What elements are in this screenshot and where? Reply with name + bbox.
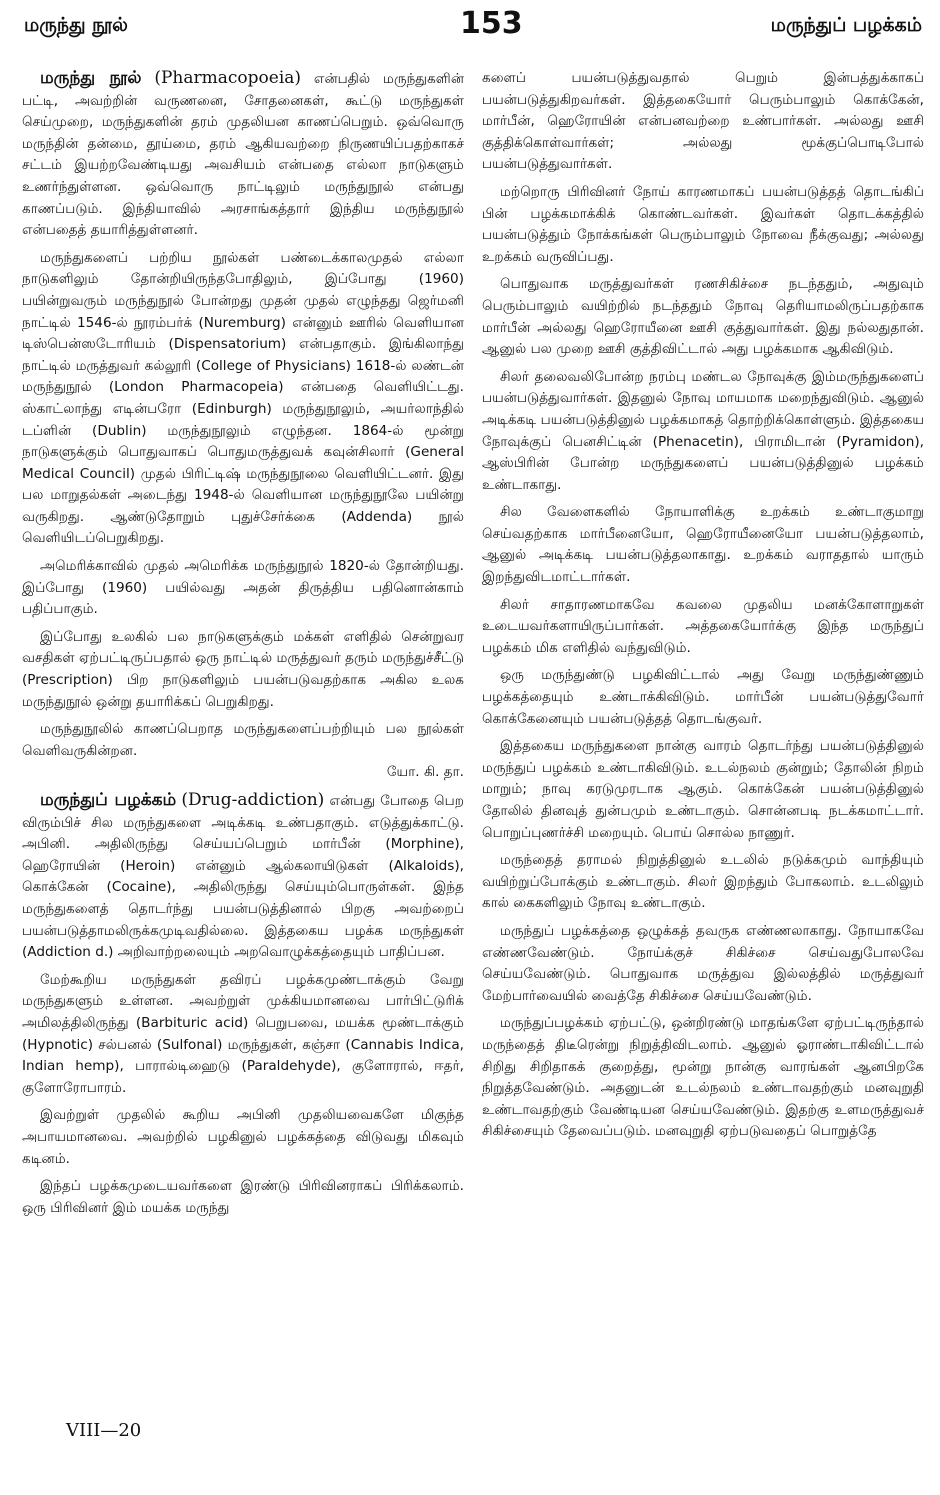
- running-header: [22, 6, 926, 50]
- paragraph: மருந்துகளைப் பற்றிய நூல்கள் பண்டைக்காலமுதல் எல்லா நாடுகளிலும் தோன்றியிருந்தபோதிலும், இப்போது (1960) பயின்றுவரும் மருந்துநூல் போன்றது முதன் முதல் எழுந்தது ஜெர்மனி நாட்டில் 1546-ல் நூரம்பர்க் (Nuremburg) என்னும் ஊரில் வெளியான டிஸ்பென்ஸடோரியம் (Dispensatorium) என்பதாகும். இங்கிலாந்து நாட்டில் மருத்துவர் கல்லூரி (College of Physicians) 1618-ல் லண்டன் மருந்துநூல் (London Pharmacopeia) என்பதை வெளியிட்டது. ஸ்காட்லாந்து எடின்பரோ (Edinburgh) மருந்துநூலும், அயர்லாந்தில் டப்ளின் (Dublin) மருந்துநூலும் எழுந்தன. 1864-ல் மூன்று நாடுகளுக்கும் பொதுவாகப் பொதுமருத்துவக் கவுன்சிலார் (General Medical Council) முதல் பிரிட்டிஷ் மருந்துநூலை வெளியிட்டனர். இது பல மாறுதல்கள் அடைந்து 1948-ல் வெளியான மருந்துநூலே பயின்று வருகிறது. ஆண்டுதோறும் புதுச்சேர்க்கை (Addenda) நூல் வெளியிடப்பெறுகிறது.: [22, 249, 464, 547]
- paragraph-text: என்பதில் மருந்துகளின் பட்டி, அவற்றின் வருணனை, சோதனைகள், கூட்டு மருந்துகள் செய்முறை, மருந்துகளின் தரம் முதலியன காணப்பெறும். ஒவ்வொரு மருந்தின் தன்மை, தூய்மை, தரம் ஆகியவற்றை நிருணயிப்பதற்காகச் சட்டம் இயற்றவேண்டியது அவசியம் என்பதை எல்லா நாடுகளும் உணர்ந்துள்ளன. ஒவ்வொரு நாட்டிலும் மருந்துநூல் என்பது காணப்படும். இந்தியாவில் அரசாங்கத்தார் இந்திய மருந்துநூல் என்பதைத் தயாரித்துள்ளனர்.: [22, 71, 464, 239]
- entry-term: மருந்துப் பழக்கம்: [40, 790, 177, 810]
- paragraph: சிலர் தலைவலிபோன்ற நரம்பு மண்டல நோவுக்கு இம்மருந்துகளைப் பயன்படுத்துவார்கள். இதனுல் நோவு மாயமாக மறைந்துவிடும். ஆனுல் அடிக்கடி பயன்படுத்தினுல் பழக்கமாகத் தொற்றிக்கொள்ளும். இத்தகைய நோவுக்குப் பெனசிட்டின் (Phenacetin), பிராமிடான் (Pyramidon), ஆஸ்பிரின் போன்ற மருந்துகளைப் பயன்படுத்தினுல் பழக்கம் உண்டாகாது.: [482, 368, 924, 493]
- paragraph: இந்தப் பழக்கமுடையவர்களை இரண்டு பிரிவினராகப் பிரிக்கலாம். ஒரு பிரிவினர் இம் மயக்க மருந்து: [22, 1178, 464, 1216]
- paragraph: களைப் பயன்படுத்துவதால் பெறும் இன்பத்துக்காகப் பயன்படுத்துகிறவர்கள். இத்தகையோர் பெரும்பாலும் கொக்கேன், மார்பீன், ஹெரோயின் என்பனவற்றை உண்பார்கள். அல்லது ஊசி குத்திக்கொள்வார்கள்; அல்லது மூக்குப்பொடிபோல் பயன்படுத்துவார்கள்.: [482, 70, 924, 173]
- entry-drug-addiction: [22, 790, 464, 964]
- entry-term: மருந்து நூல்: [40, 68, 142, 88]
- paragraph: மருந்துப்பழக்கம் ஏற்பட்டு, ஒன்றிரண்டு மாதங்களே ஏற்பட்டிருந்தால் மருந்தைத் திடீரென்று நிறுத்திவிடலாம். ஆனுல் ஓராண்டாகிவிட்டால் சிறிது சிறிதாகக் குறைத்து, மூன்று நான்கு வாரங்கள் ஆனபிறகே நிறுத்தவேண்டும். அதனுடன் உடல்நலம் உண்டாவதற்கும் மனவுறுதி உண்டாவதற்கும் வேண்டியன செய்யவேண்டும். இதற்கு உளமருத்துவச் சிகிச்சையும் தேவைப்படும். மனவுறுதி ஏற்படுவதைப் பொறுத்தே: [482, 1015, 924, 1140]
- volume-signature: VIII—20: [66, 1420, 142, 1441]
- paragraph: மருந்தைத் தராமல் நிறுத்தினுல் உடலில் நடுக்கமும் வாந்தியும் வயிற்றுப்போக்கும் உண்டாகும். சிலர் இறந்தும் போகலாம். உடலிலும் கால் கைகளிலும் நோவு உண்டாகும்.: [482, 852, 924, 912]
- left-column: [22, 68, 464, 1225]
- text-columns: [22, 68, 926, 1225]
- paragraph: அமெரிக்காவில் முதல் அமெரிக்க மருந்துநூல் 1820-ல் தோன்றியது. இப்போது (1960) பயில்வது அதன் திருத்திய பதினொன்காம் பதிப்பாகும்.: [22, 558, 464, 618]
- paragraph: இவற்றுள் முதலில் கூறிய அபினி முதலியவைகளே மிகுந்த அபாயமானவை. அவற்றில் பழகினுல் பழக்கத்தை விடுவது மிகவும் கடினம்.: [22, 1107, 464, 1167]
- page-number: 153: [460, 6, 523, 41]
- entry-latin-term: (Drug-addiction): [181, 790, 325, 810]
- header-left-title: மருந்து நூல்: [24, 14, 128, 36]
- paragraph: மேற்கூறிய மருந்துகள் தவிரப் பழக்கமுண்டாக்கும் வேறு மருந்துகளும் உள்ளன. அவற்றுள் முக்கியமானவை பார்பிட்டுரிக் அமிலத்திலிருந்து (Barbituric acid) பெறுபவை, மயக்க மூண்டாக்கும் (Hypnotic) சல்பனல் (Sulfonal) மருந்துகள், கஞ்சா (Cannabis Indica, Indian hemp), பாரால்டிஹைடு (Paraldehyde), குளோரால், ஈதர், குளோரோபாரம்.: [22, 971, 464, 1096]
- right-column: [482, 68, 924, 1225]
- paragraph: பொதுவாக மருத்துவர்கள் ரணசிகிச்சை நடந்ததும், அதுவும் பெரும்பாலும் வயிற்றில் நடந்ததும் நோவு தெரியாமலிருப்பதற்காக மார்பீன் அல்லது ஹெரோயீனை ஊசி குத்துவார்கள். இது நல்லதுதான். ஆனுல் பல முறை ஊசி குத்திவிட்டால் அது பழக்கமாக ஆகிவிடும்.: [482, 276, 924, 358]
- author-initials: யோ. கி. தா.: [386, 764, 464, 781]
- paragraph: இத்தகைய மருந்துகளை நான்கு வாரம் தொடர்ந்து பயன்படுத்தினுல் மருந்துப் பழக்கம் உண்டாகிவிடும். உடல்நலம் குன்றும்; தோலின் நிறம் மாறும்; நாவு கரடுமுரடாக ஆகும். கொக்கேன் பயன்படுத்தினுல் தோலில் தினவுத் துன்பமும் உண்டாகும். சொன்னபடி நடக்கமாட்டார். பொறுப்புணர்ச்சி மறையும். பொய் சொல்ல நாணுர்.: [482, 738, 924, 841]
- paragraph: மருந்துப் பழக்கத்தை ஒழுக்கத் தவருக எண்ணலாகாது. நோயாகவே எண்ணவேண்டும். நோய்க்குச் சிகிச்சை செய்வதுபோலவே செய்யவேண்டும். பொதுவாக மருத்துவ இல்லத்தில் மருத்துவர் மேற்பார்வையில் வைத்தே சிகிச்சை செய்யவேண்டும்.: [482, 922, 924, 1004]
- paragraph: மற்றொரு பிரிவினர் நோய் காரணமாகப் பயன்படுத்தத் தொடங்கிப் பின் பழக்கமாக்கிக் கொண்டவர்கள். இவர்கள் தொடக்கத்தில் பயன்படுத்தும் நோக்கங்கள் பெரும்பாலும் நோவை நீக்குவது; அல்லது உறக்கம் வருவிப்பது.: [482, 183, 924, 265]
- paragraph: இப்போது உலகில் பல நாடுகளுக்கும் மக்கள் எளிதில் சென்றுவர வசதிகள் ஏற்பட்டிருப்பதால் ஒரு நாட்டில் மருத்துவர் தரும் மருந்துச்சீட்டு (Prescription) பிற நாடுகளிலும் பயன்படுவதற்காக அகில உலக மருந்துநூல் ஒன்று தயாரிக்கப் பெறுகிறது.: [22, 628, 464, 710]
- paragraph: சிலர் சாதாரணமாகவே கவலை முதலிய மனக்கோளாறுகள் உடையவர்களாயிருப்பார்கள். அத்தகையோர்க்கு இந்த மருந்துப் பழக்கம் மிக எளிதில் வந்துவிடும்.: [482, 596, 924, 656]
- paragraph-text: மருந்துநூலில் காணப்பெறாத மருந்துகளைப்பற்றியும் பல நூல்கள் வெளிவருகின்றன.: [22, 721, 464, 759]
- paragraph: [22, 719, 464, 784]
- paragraph: ஒரு மருந்துண்டு பழகிவிட்டால் அது வேறு மருந்துண்ணும் பழக்கத்தையும் உண்டாக்கிவிடும். மார்பீன் பயன்படுத்துவோர் கொக்கேனையும் பயன்படுத்தத் தொடங்குவர்.: [482, 667, 924, 727]
- entry-latin-term: (Pharmacopoeia): [154, 68, 302, 88]
- paragraph-text: என்பது போதை பெற விரும்பிச் சில மருந்துகளை அடிக்கடி உண்பதாகும். எடுத்துக்காட்டு. அபினி. அதிலிருந்து செய்யப்பெறும் மார்பீன் (Morphine), ஹெரோயின் (Heroin) என்னும் ஆல்கலாயிடுகள் (Alkaloids), கொக்கேன் (Cocaine), அதிலிருந்து செய்யும்பொருள்கள். இந்த மருந்துகளைத் தொடர்ந்து பயன்படுத்தினால் பிறகு அவற்றைப் பயன்படுத்தாமலிருக்கமுடிவதில்லை. இத்தகைய பழக்க மருந்துகள் (Addiction d.) அறிவாற்றலையும் அறவொழுக்கத்தையும் பாதிப்பன.: [22, 793, 464, 961]
- header-right-title: மருந்துப் பழக்கம்: [770, 14, 922, 36]
- entry-pharmacopoeia: [22, 68, 464, 242]
- paragraph: சில வேளைகளில் நோயாளிக்கு உறக்கம் உண்டாகுமாறு செய்வதற்காக மார்பீனையோ, ஹெரோயீனையோ பயன்படுத்தலாம், ஆனுல் அடிக்கடி பயன்படுத்தலாகாது. உறக்கம் வராததால் யாரும் இறந்துவிடமாட்டார்கள்.: [482, 504, 924, 586]
